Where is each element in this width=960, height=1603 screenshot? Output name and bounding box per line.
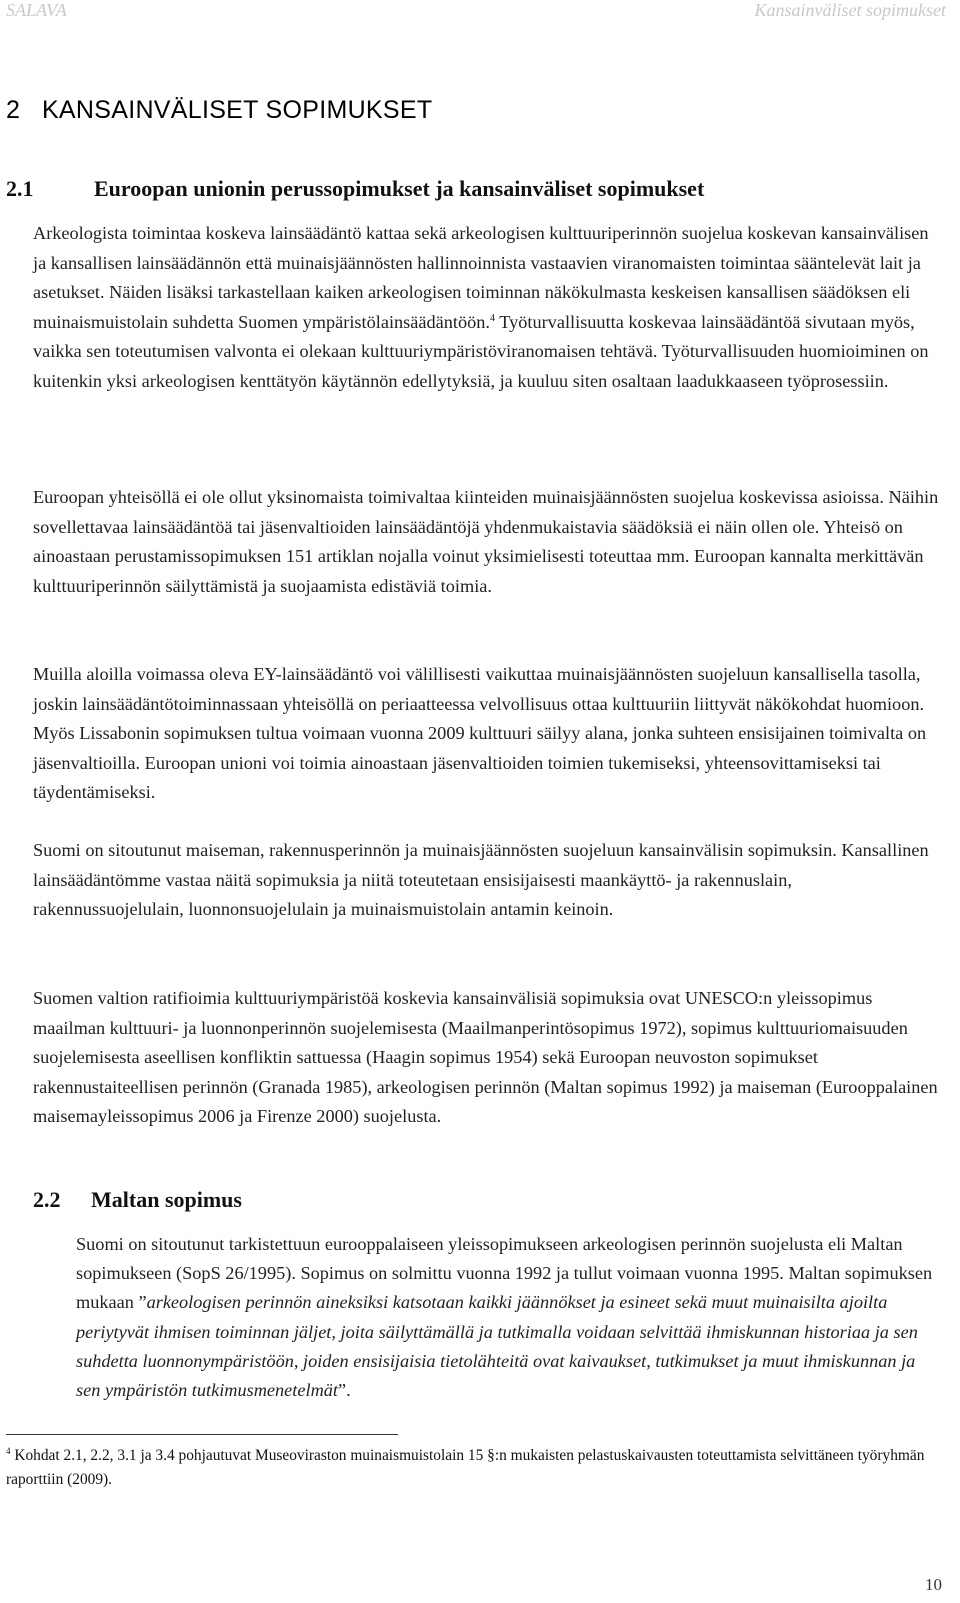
header-right-text: Kansainväliset sopimukset xyxy=(754,0,946,20)
malta-paragraph-end: ”. xyxy=(338,1380,351,1401)
footnote-reference[interactable]: 4 xyxy=(489,312,495,324)
header-left-text: SALAVA xyxy=(6,0,67,20)
running-header xyxy=(0,0,960,24)
section-number: 2.2 xyxy=(33,1187,61,1212)
paragraph-5: Suomen valtion ratifioimia kulttuuriympäristöä koskevia kansainvälisiä sopimuksia ovat UNESCO:n yleissopimus maailman kulttuuri- ja luonnonperinnön suojelemisesta (Maailmanperintösopimus 1972), sopimus kulttuuriomaisuuden suojelemisesta aseellisen konfliktin sattuessa (Haagin sopimus 1954) sekä Euroopan neuvoston sopimukset rakennustaiteellisen perinnön (Granada 1985), arkeologisen perinnön (Maltan sopimus 1992) ja maiseman (Eurooppalainen maisemayleissopimus 2006 ja Firenze 2000) suojelusta. xyxy=(33,988,938,1127)
section-number: 2.1 xyxy=(6,176,34,201)
paragraph-2: Euroopan yhteisöllä ei ole ollut yksinomaista toimivaltaa kiinteiden muinaisjäännösten suojelua koskevissa asioissa. Näihin sovellettavaa lainsäädäntöä tai jäsenvaltioiden lainsäädäntöjä yhdenmukaistavia säädöksiä ei näin ollen ole. Yhteisö on ainoastaan perustamissopimuksen 151 artiklan nojalla voinut yksimielisesti toteuttaa mm. Euroopan kannalta merkittävän kulttuuriperinnön säilyttämistä ja suojaamista edistäviä toimia. xyxy=(33,487,939,596)
footnote-marker: 4 xyxy=(6,1446,11,1456)
section-title: Euroopan unionin perussopimukset ja kansainväliset sopimukset xyxy=(94,176,705,201)
page-number: 10 xyxy=(925,1575,942,1594)
chapter-heading: 2 KANSAINVÄLISET SOPIMUKSET xyxy=(6,96,433,124)
paragraph-1-continuation: Työturvallisuutta koskevaa lainsäädäntöä sivutaan myös, vaikka sen toteutumisen valvonta ei olekaan kulttuuriympäristöviranomaisen tehtävä. Työturvallisuuden huomioiminen on kuitenkin yksi arkeologisen kenttätyön käytännön edellytyksiä, ja kuuluu siten osaltaan laadukkaaseen työprosessiin. xyxy=(33,311,929,391)
malta-paragraph-text: Suomi on sitoutunut tarkistettuun eurooppalaiseen yleissopimukseen arkeologisen perinnön suojelusta eli Maltan sopimukseen (SopS 26/1995). Sopimus on solmittu vuonna 1992 ja tullut voimaan vuonna 1995. Maltan sopimuksen mukaan ” xyxy=(76,1234,933,1313)
footnote xyxy=(6,1444,936,1492)
paragraph-3: Muilla aloilla voimassa oleva EY-lainsäädäntö voi välillisesti vaikuttaa muinaisjäännösten suojeluun kansallisella tasolla, joskin lainsäädäntötoiminnassaan yhteisöllä on periaatteessa velvollisuus ottaa kulttuuriin liittyvät näkökohdat huomioon. Myös Lissabonin sopimuksen tultua voimaan vuonna 2009 kulttuuri säilyy alana, jonka suhteen ensisijainen toimivalta on jäsenvaltioilla. Euroopan unioni voi toimia ainoastaan jäsenvaltioiden toimien tukemiseksi, yhteensovittamiseksi tai täydentämiseksi. xyxy=(33,664,927,803)
section-heading-2-2 xyxy=(33,1187,242,1213)
malta-quotation: arkeologisen perinnön aineksiksi katsotaan kaikki jäännökset ja esineet sekä muut muinaisilta ajoilta periytyvät ihmisen toiminnan jäljet, joita säilyttämällä ja tutkimalla voidaan selvittää ihmiskunnan historiaa ja sen suhdetta luonnonympäristöön, joiden ensisijaisia tietolähteitä ovat kaivaukset, tutkimukset ja muut ihmiskunnan ja sen ympäristön tutkimusmenetelmät xyxy=(76,1292,918,1401)
paragraph-4: Suomi on sitoutunut maiseman, rakennusperinnön ja muinaisjäännösten suojeluun kansainvälisin sopimuksin. Kansallinen lainsäädäntömme vastaa näitä sopimuksia ja niitä toteutetaan ensisijaisesti maankäyttö- ja rakennuslain, rakennussuojelulain, luonnonsuojelulain ja muinaismuistolain antamin keinoin. xyxy=(33,840,929,920)
section-heading-2-1 xyxy=(6,176,704,202)
malta-paragraph xyxy=(76,1230,940,1405)
section-title: Maltan sopimus xyxy=(91,1187,242,1212)
footnote-divider xyxy=(6,1434,398,1435)
paragraph-1-text: Arkeologista toimintaa koskeva lainsäädäntö kattaa sekä arkeologisen kulttuuriperinnön suojelua koskevan kansainvälisen ja kansallisen lainsäädännön että muinaisjäännösten hallinnoinnista vastaavien viranomaisten toimintaa sääntelevät lait ja asetukset. Näiden lisäksi tarkastellaan kaiken arkeologisen toiminnan näkökulmasta keskeisen kansallisen säädöksen eli muinaismuistolain suhdetta Suomen ympäristölainsäädäntöön. xyxy=(33,223,929,332)
footnote-text: Kohdat 2.1, 2.2, 3.1 ja 3.4 pohjautuvat Museoviraston muinaismuistolain 15 §:n mukaisten pelastuskaivausten toteuttamista selvittäneen työryhmän raporttiin (2009). xyxy=(6,1447,925,1488)
paragraph-1 xyxy=(33,219,941,397)
